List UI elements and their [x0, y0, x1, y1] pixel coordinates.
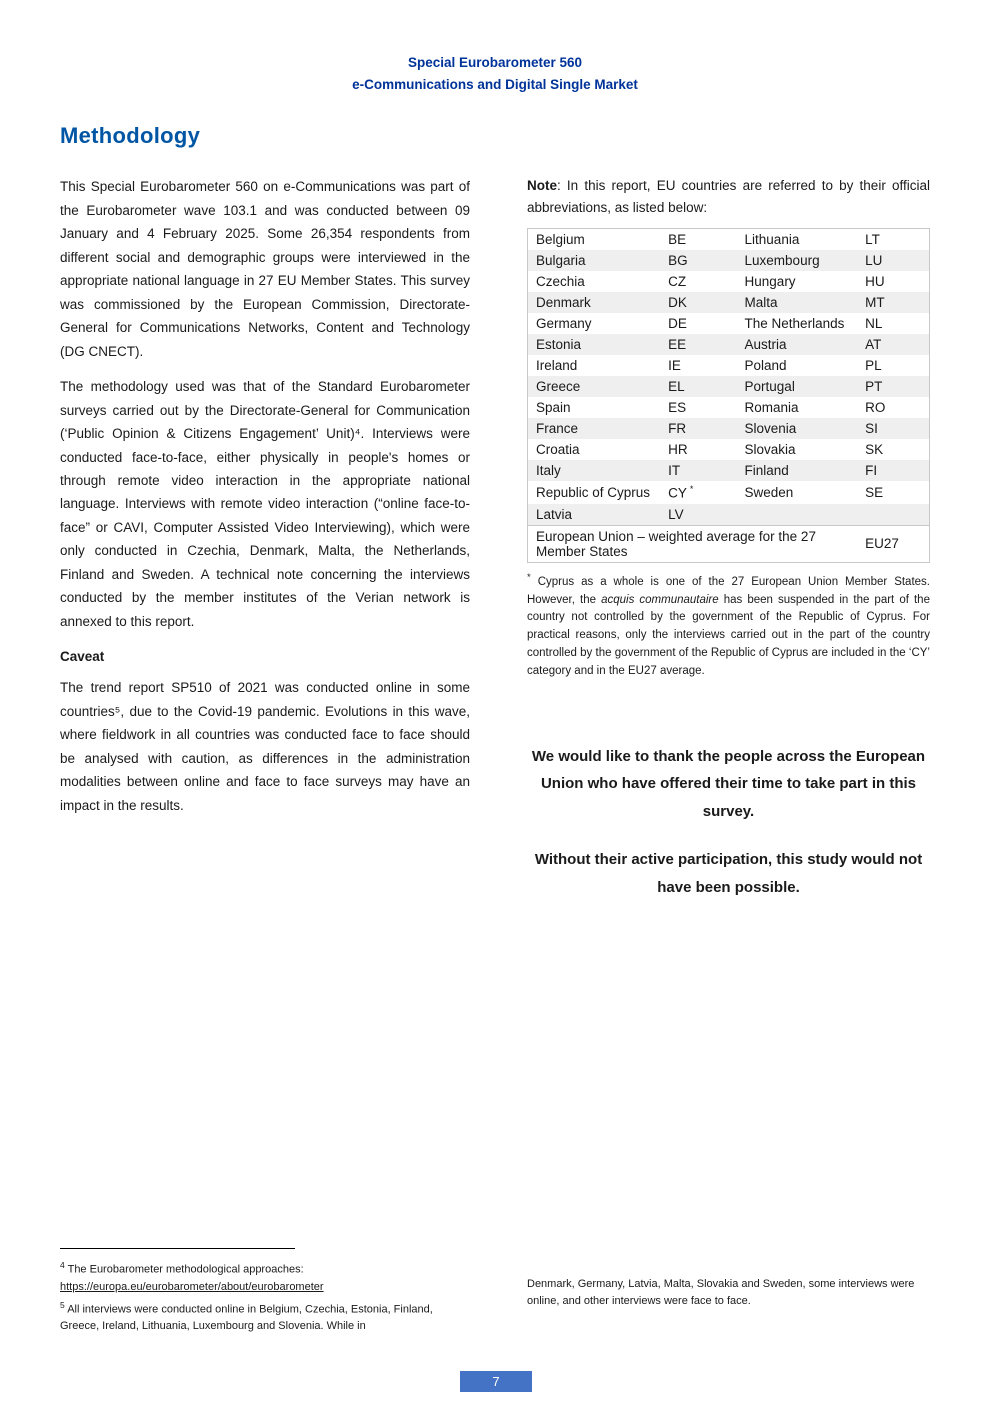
main-columns [60, 175, 930, 921]
footnote-area [60, 1248, 930, 1339]
footnote-5-continuation: Denmark, Germany, Latvia, Malta, Slovakia and Sweden, some interviews were online, and other interviews were face to face. [527, 1278, 915, 1308]
footnote-5-marker: 5 [60, 1299, 65, 1310]
table-row [528, 229, 930, 251]
note-text: : In this report, EU countries are referred to by their official abbreviations, as listed below: [527, 178, 930, 215]
abbr-cell: NL [865, 316, 883, 332]
left-column [60, 175, 470, 829]
cyprus-footnote-pre: Cyprus as a whole is one of the 27 European Union Member States. However, the [527, 575, 930, 606]
country-cell: Denmark [536, 295, 591, 311]
abbr-cell: SK [865, 442, 884, 458]
eurobarometer-link[interactable]: https://europa.eu/eurobarometer/about/eurobarometer [60, 1280, 324, 1293]
acknowledgement [527, 743, 930, 902]
methodology-paragraph-1: This Special Eurobarometer 560 on e-Communications was part of the Eurobarometer wave 103.1 and was conducted between 09 January and 4 February 2025. Some 26,354 respondents from different social and demographic groups were interviewed in the appropriate national language in 27 EU Member States. This survey was commissioned by the European Commission, Directorate-General for Communications Networks, Content and Technology (DG CNECT). [60, 179, 470, 359]
abbr-cell: BG [668, 253, 688, 269]
document-header [60, 52, 930, 95]
cyprus-footnote-italic: acquis communautaire [601, 593, 719, 606]
country-cell: Republic of Cyprus [536, 485, 651, 501]
country-cell: Bulgaria [536, 253, 586, 269]
table-row-eu [528, 525, 930, 562]
country-cell: Italy [536, 463, 561, 479]
abbr-text: CY [668, 485, 687, 501]
eu-label-cell: European Union – weighted average for the 27 Member States [528, 525, 858, 562]
abbr-cell: EE [668, 337, 687, 353]
table-row [528, 439, 930, 460]
doc-header-line2: e-Communications and Digital Single Market [352, 76, 638, 92]
table-row [528, 460, 930, 481]
footnote-4 [60, 1259, 470, 1296]
country-abbreviation-table [527, 228, 930, 563]
caveat-paragraph: The trend report SP510 of 2021 was conducted online in some countries⁵, due to the Covid-19 pandemic. Evolutions in this wave, where fieldwork in all countries was conducted face to face should be analysed with caution, as differences in the administration modalities between online and face to face surveys may have an impact in the results. [60, 680, 470, 813]
abbr-cell: DE [668, 316, 687, 332]
abbr-cell: LV [668, 506, 684, 522]
country-cell: Latvia [536, 506, 573, 522]
table-row [528, 481, 930, 504]
abbr-cell [660, 481, 736, 504]
country-cell: Hungary [744, 274, 796, 290]
caveat-heading: Caveat [60, 649, 105, 665]
cyprus-footnote-post: has been suspended in the part of the country not controlled by the government of the Republic of Cyprus. For practical reasons, only the interviews carried out in the part of the country controlled by the government of the Republic of Cyprus are included in the ‘CY’ category and in the EU27 average. [527, 593, 930, 677]
methodology-paragraph-2: The methodology used was that of the Standard Eurobarometer surveys carried out by the Directorate-General for Communication (‘Public Opinion & Citizens Engagement’ Unit)⁴. Interviews were conducted face-to-face, either physically in people's homes or through remote video interaction in the appropriate national language. Interviews with remote video interaction (“online face-to-face” or CAVI, Computer Assisted Video Interviewing), which were only conducted in Czechia, Denmark, Malta, the Netherlands, Finland and Sweden. A technical note concerning the interviews conducted by the member institutes of the Verian network is annexed to this report. [60, 379, 470, 629]
footnote-separator [60, 1248, 295, 1249]
abbr-cell: FR [668, 421, 687, 437]
country-cell: Romania [744, 400, 799, 416]
abbr-cell [857, 504, 929, 526]
abbr-cell: AT [865, 337, 882, 353]
abbr-cell: RO [865, 400, 886, 416]
table-row [528, 250, 930, 271]
page-number: 7 [460, 1371, 532, 1392]
footnote-4-marker: 4 [60, 1260, 65, 1270]
abbr-cell: EU27 [857, 525, 929, 562]
right-column [527, 175, 930, 921]
table-row [528, 271, 930, 292]
country-cell: Sweden [744, 485, 794, 501]
country-cell: Malta [744, 295, 778, 311]
table-row [528, 334, 930, 355]
country-cell: Poland [744, 358, 787, 374]
country-cell: Croatia [536, 442, 580, 458]
abbr-cell: IE [668, 358, 681, 374]
abbr-cell: PL [865, 358, 882, 374]
abbr-cell: SE [865, 485, 884, 501]
country-cell: Austria [744, 337, 787, 353]
table-row [528, 313, 930, 334]
table-row [528, 292, 930, 313]
abbr-cell: SI [865, 421, 878, 437]
footnotes-right [527, 1248, 930, 1339]
footnote-5 [60, 1299, 470, 1336]
abbr-cell: PT [865, 379, 883, 395]
page-title: Methodology [60, 123, 201, 149]
cy-footnote-marker: * [689, 484, 694, 495]
abbr-cell: ES [668, 400, 687, 416]
table-row [528, 504, 930, 526]
table-row [528, 397, 930, 418]
abbr-cell: HR [668, 442, 688, 458]
abbr-cell: FI [865, 463, 878, 479]
abbr-cell: MT [865, 295, 885, 311]
table-row [528, 418, 930, 439]
abbr-cell: LT [865, 232, 880, 248]
abbr-cell: EL [668, 379, 685, 395]
note-label: Note [527, 178, 557, 194]
country-cell: Luxembourg [744, 253, 820, 269]
abbr-cell: BE [668, 232, 687, 248]
table-row [528, 376, 930, 397]
country-cell: Portugal [744, 379, 795, 395]
country-cell: Germany [536, 316, 592, 332]
abbr-cell: CZ [668, 274, 687, 290]
country-cell: Ireland [536, 358, 578, 374]
country-cell: Greece [536, 379, 581, 395]
table-row [528, 355, 930, 376]
country-cell: Spain [536, 400, 571, 416]
country-cell: Czechia [536, 274, 585, 290]
cyprus-footnote [527, 571, 930, 681]
abbr-cell: DK [668, 295, 687, 311]
acknowledgement-text-2: Without their active participation, this study would not have been possible. [534, 850, 923, 896]
country-cell: Slovakia [744, 442, 796, 458]
country-cell: Belgium [536, 232, 585, 248]
doc-header-line1: Special Eurobarometer 560 [407, 55, 583, 70]
country-cell [737, 504, 858, 526]
abbr-cell: LU [865, 253, 883, 269]
country-cell: Estonia [536, 337, 582, 353]
footnote-4-text: The Eurobarometer methodological approaches: [67, 1263, 304, 1276]
country-cell: The Netherlands [744, 316, 845, 332]
footnote-5-text: All interviews were conducted online in Belgium, Czechia, Estonia, Finland, Greece, Ireland, Lithuania, Luxembourg and Slovenia. While in [60, 1303, 433, 1333]
country-cell: Lithuania [744, 232, 800, 248]
abbr-cell: HU [865, 274, 885, 290]
acknowledgement-text-1: We would like to thank the people across the European Union who have offered their time to take part in this survey. [531, 747, 926, 821]
country-cell: France [536, 421, 579, 437]
cyprus-footnote-marker: * [527, 571, 531, 583]
note-paragraph [527, 175, 930, 218]
footnotes-left [60, 1248, 470, 1339]
country-cell: Finland [744, 463, 789, 479]
abbr-cell: IT [668, 463, 681, 479]
country-cell: Slovenia [744, 421, 797, 437]
